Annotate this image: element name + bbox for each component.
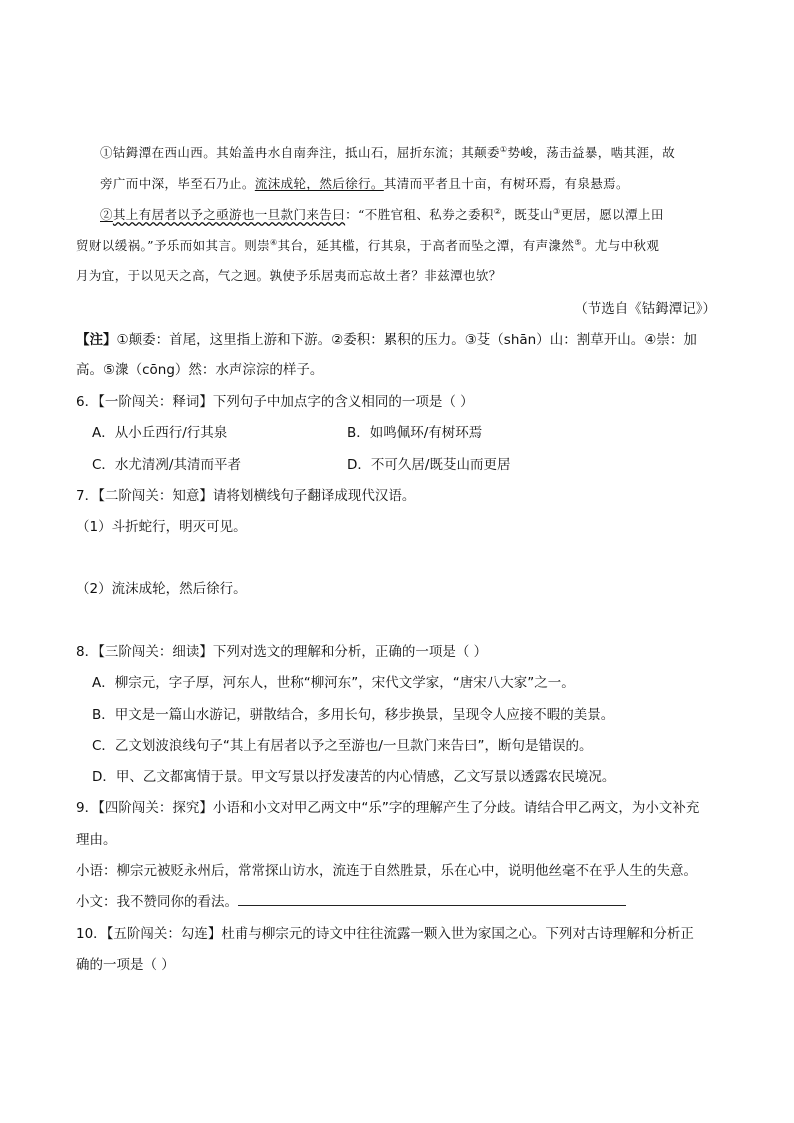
passage-text: ，既芟山 (501, 207, 553, 222)
option-text: B．甲文是一篇山水游记，骈散结合，多用长句，移步换景，呈现令人应接不暇的美景。 (92, 707, 615, 723)
question-text: 7．【二阶闯关：知意】请将划横线句子翻译成现代汉语。 (76, 488, 416, 504)
footnote-marker: ④ (270, 237, 278, 247)
answer-blank-line[interactable] (238, 893, 626, 906)
question-text: 9．【四阶闯关：探究】小语和小文对甲乙两文中“乐”字的理解产生了分歧。请结合甲乙两文，为小文补充 (76, 800, 700, 816)
question-text: （2）流沫成轮，然后徐行。 (76, 581, 247, 597)
notes-text: 高。⑤潨（cōng）然：水声淙淙的样子。 (76, 362, 324, 378)
footnote-marker: ⑤ (574, 237, 582, 247)
question-6-option-a[interactable] (92, 421, 227, 441)
notes-text: ①颠委：首尾，这里指上游和下游。②委积：累积的压力。③芟（shān）山：割草开山。④崇：加 (116, 332, 697, 348)
source-text: （节选自《钴鉧潭记》） (574, 301, 716, 317)
question-text: 理由。 (76, 832, 117, 848)
question-10-stem-line-1 (76, 922, 694, 942)
wavy-underlined-sentence: 其上有居者以予之亟游也一旦款门来告曰 (112, 207, 346, 222)
option-text: D．不可久居/既芟山而更居 (347, 457, 511, 473)
question-7-sentence-2 (76, 577, 247, 597)
question-6-stem (76, 390, 474, 410)
passage-text: ：“不胜官租、私券之委积 (345, 207, 494, 222)
option-text: A．柳宗元，字子厚，河东人，世称“柳河东”，宋代文学家，“唐宋八大家”之一。 (92, 675, 575, 691)
footnote-marker: ① (499, 144, 508, 154)
question-8-option-d[interactable] (92, 765, 615, 785)
question-text: （1）斗折蛇行，明灭可见。 (76, 519, 247, 535)
question-text: 小文：我不赞同你的看法。 (76, 894, 238, 910)
question-text: 6．【一阶闯关：释词】下列句子中加点字的含义相同的一项是（ ） (76, 394, 474, 410)
question-text: 8．【三阶闯关：细读】下列对选文的理解和分析，正确的一项是（ ） (76, 644, 488, 660)
notes-line-2 (76, 358, 323, 378)
question-9-xiaoyu (76, 859, 697, 879)
passage-source (574, 297, 716, 317)
question-8-option-b[interactable] (92, 703, 614, 723)
passage-paragraph-2-line-1 (100, 205, 664, 223)
footnote-marker: ③ (553, 206, 561, 216)
question-text: 10．【五阶闯关：勾连】杜甫与柳宗元的诗文中往往流露一颗入世为家国之心。下列对古诗理解和分析正 (76, 926, 694, 942)
passage-paragraph-2-line-3 (76, 266, 502, 284)
question-6-option-b[interactable] (347, 421, 482, 441)
question-text: 小语：柳宗元被贬永州后，常常探山访水，流连于自然胜景，乐在心中，说明他丝毫不在乎人生的失意。 (76, 863, 697, 879)
question-8-option-a[interactable] (92, 671, 575, 691)
notes-line-1 (76, 328, 697, 348)
footnote-marker: ② (493, 206, 502, 216)
underlined-sentence: 流沫成轮，然后徐行。 (254, 176, 384, 191)
question-8-stem (76, 640, 487, 660)
passage-text: 势峻，荡击益暴，啮其涯，故 (507, 145, 676, 160)
question-7-sentence-1 (76, 515, 247, 535)
option-text: C．乙文划波浪线句子“其上有居者以予之至游也/一旦款门来告曰”，断句是错误的。 (92, 738, 593, 754)
passage-text: 更居，愿以潭上田 (560, 207, 664, 222)
passage-text: 其台，延其槛，行其泉，于高者而坠之潭，有声潨然 (277, 238, 575, 253)
question-6-option-d[interactable] (347, 453, 510, 473)
option-text: C．水尤清冽/其清而平者 (92, 457, 241, 473)
passage-text: 旁广而中深，毕至石乃止。 (100, 176, 255, 191)
question-8-option-c[interactable] (92, 734, 592, 754)
passage-paragraph-1-line-2 (100, 174, 629, 192)
question-text: 确的一项是（ ） (76, 957, 175, 973)
passage-text: 月为宜，于以见天之高，气之迥。孰使予乐居夷而忘故土者？非兹潭也欤？ (76, 268, 502, 283)
passage-text: 其清而平者且十亩，有树环焉，有泉悬焉。 (383, 176, 629, 191)
question-9-stem-line-2 (76, 828, 117, 848)
question-10-stem-line-2 (76, 953, 175, 973)
passage-text: ② (100, 207, 113, 222)
notes-label: 【注】 (76, 332, 117, 348)
option-text: A．从小丘西行/行其泉 (92, 425, 228, 441)
option-text: D．甲、乙文都寓情于景。甲文写景以抒发凄苦的内心情感，乙文写景以透露农民境况。 (92, 769, 616, 785)
option-text: B．如鸣佩环/有树环焉 (347, 425, 483, 441)
question-7-stem (76, 484, 415, 504)
question-6-option-c[interactable] (92, 453, 241, 473)
passage-text: ①钴鉧潭在西山西。其始盖冉水自南奔注，抵山石，屈折东流；其颠委 (100, 145, 500, 160)
passage-text: 贸财以缓祸。”予乐而如其言。则崇 (76, 238, 271, 253)
passage-text: 。尤与中秋观 (581, 238, 660, 253)
passage-paragraph-2-line-2 (76, 236, 659, 254)
question-9-stem-line-1 (76, 796, 699, 816)
question-9-xiaowen (76, 890, 626, 910)
passage-paragraph-1-line-1 (100, 143, 675, 161)
